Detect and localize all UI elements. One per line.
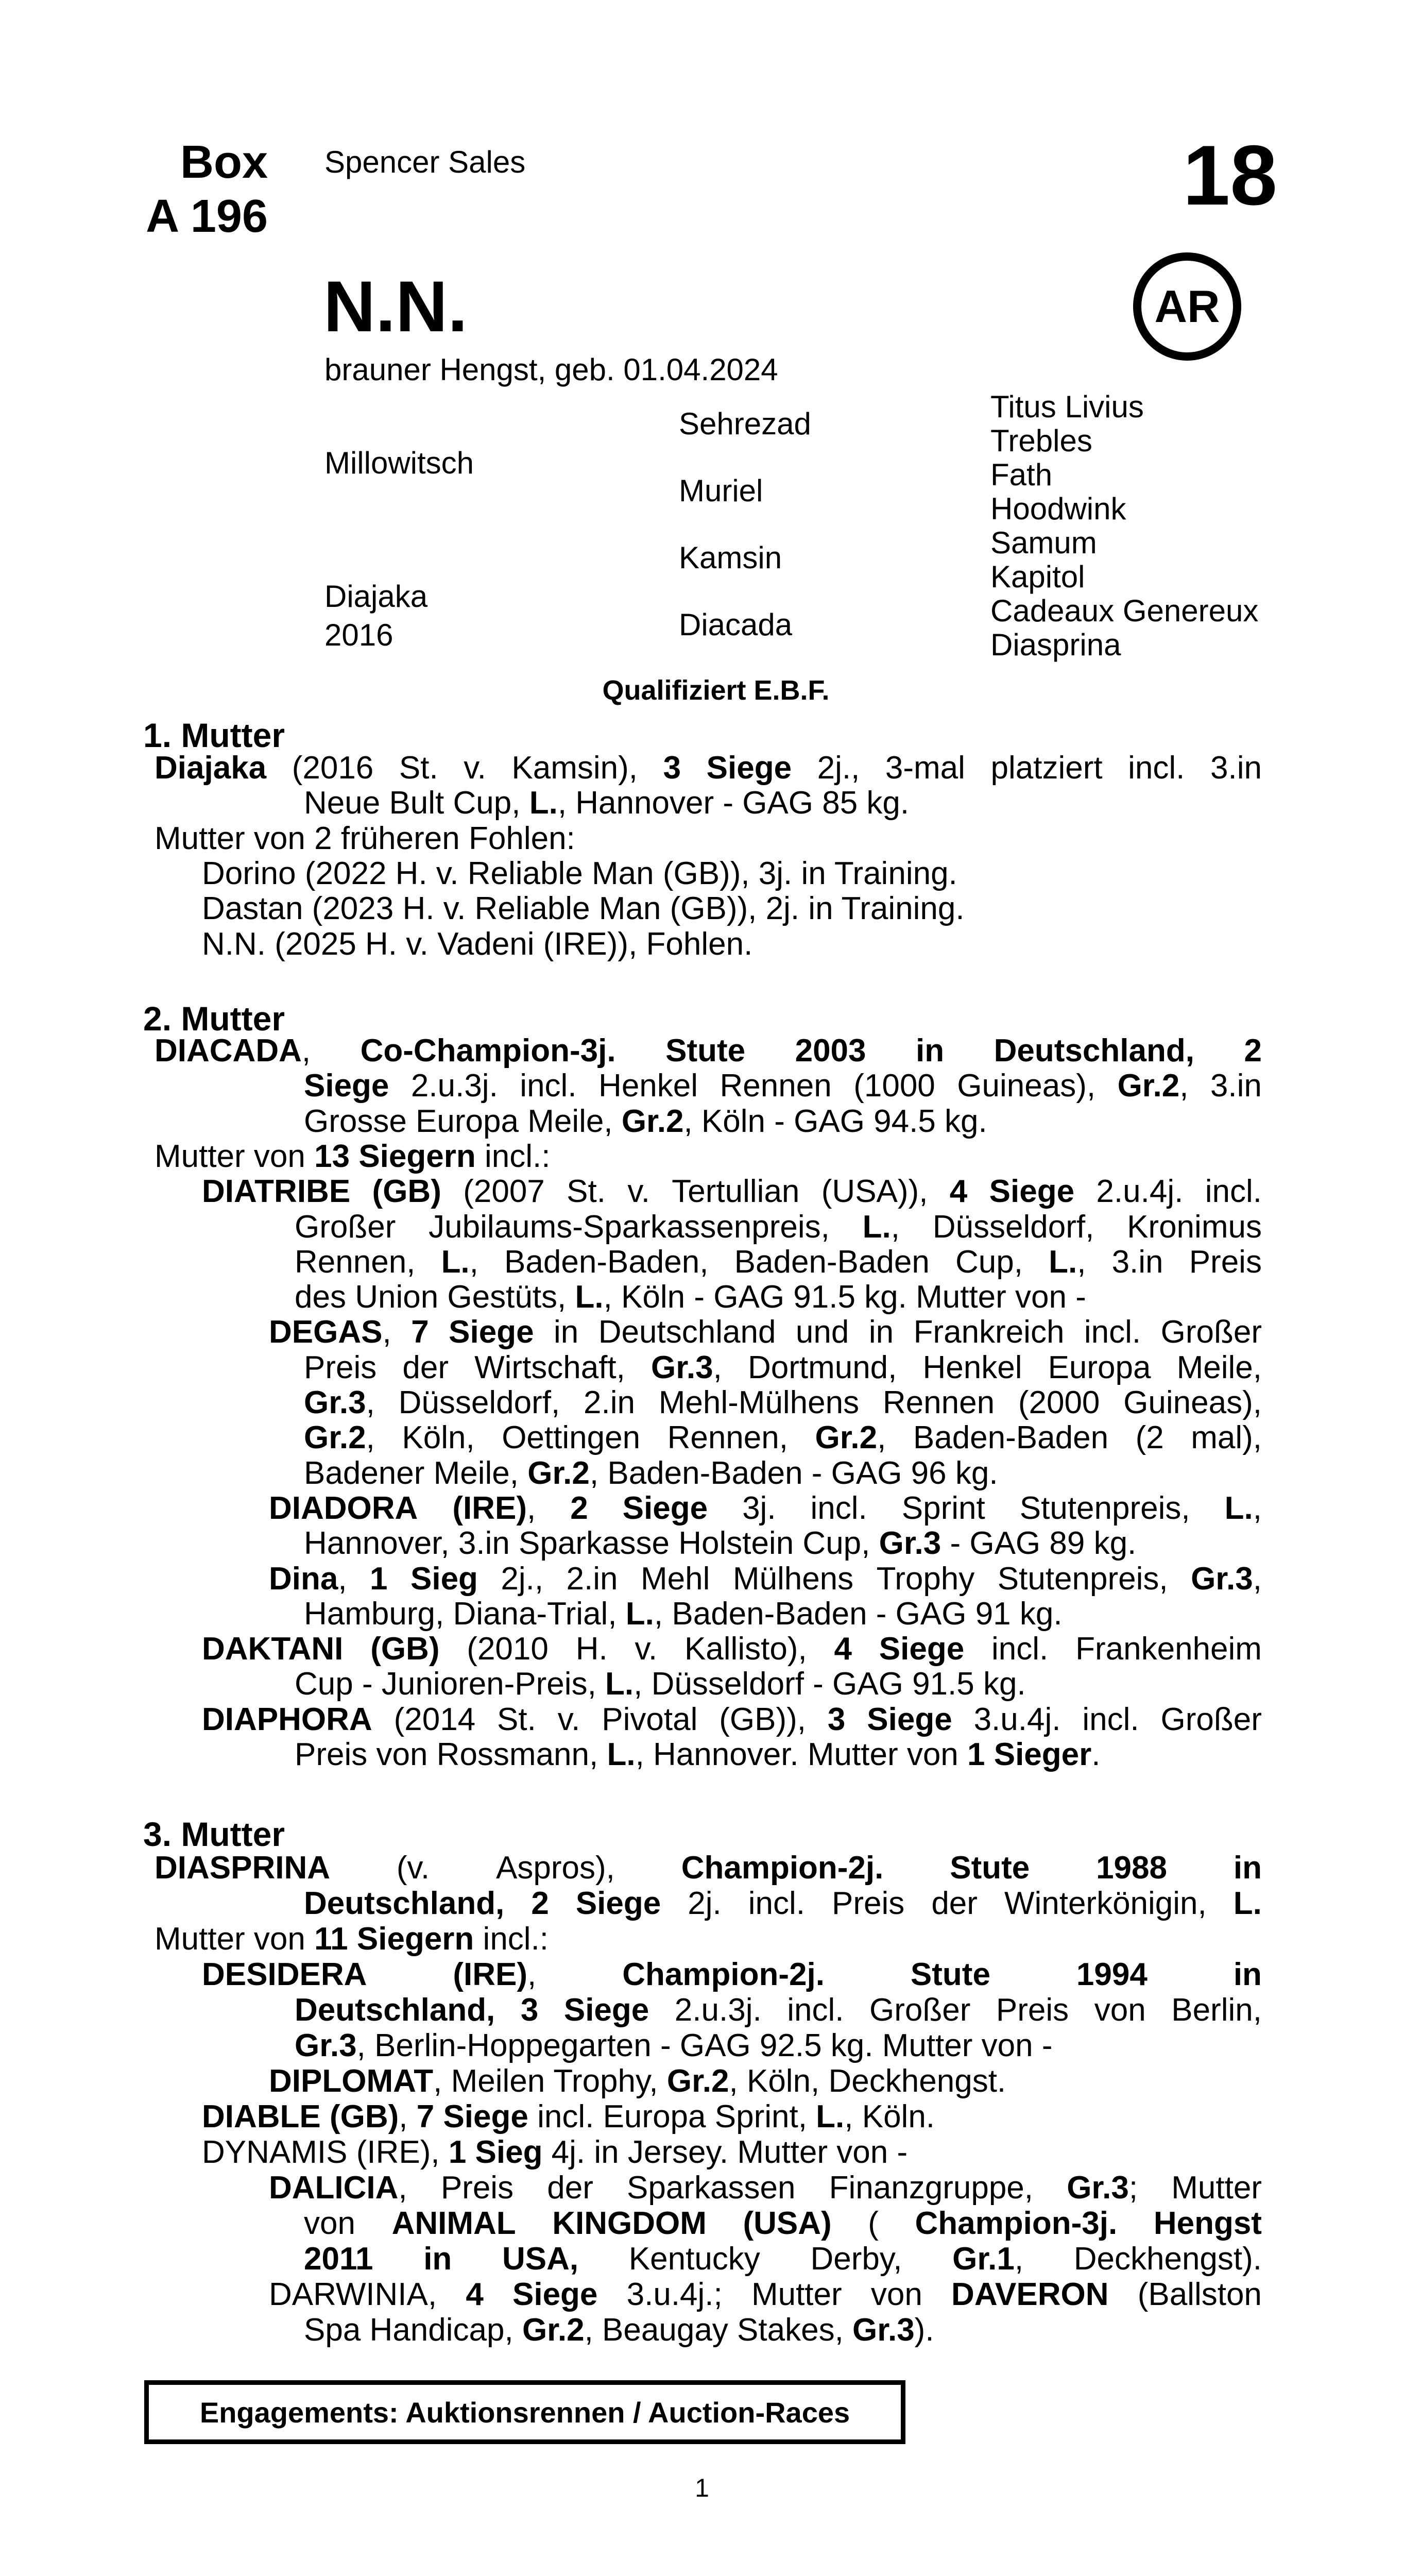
pedigree-text-line: Dorino (2022 H. v. Reliable Man (GB)), 3j. in Training. — [202, 855, 957, 891]
pedigree-text-line: DYNAMIS (IRE), 1 Sieg 4j. in Jersey. Mutter von - — [202, 2134, 908, 2170]
pedigree-text-line: Neue Bult Cup, L., Hannover - GAG 85 kg. — [304, 785, 910, 821]
pedigree-text-line: N.N. (2025 H. v. Vadeni (IRE)), Fohlen. — [202, 926, 753, 962]
pedigree-grandparent: Diacada — [679, 607, 793, 642]
pedigree-text-line: Grosse Europa Meile, Gr.2, Köln - GAG 94.5 kg. — [304, 1103, 987, 1139]
pedigree-text-line: Deutschland, 3 Siege 2.u.3j. incl. Großer Preis von Berlin, — [295, 1992, 1262, 2028]
pedigree-text-line: DALICIA, Preis der Sparkassen Finanzgruppe, Gr.3; Mutter — [269, 2170, 1262, 2206]
pedigree-great-grandparent: Fath — [990, 457, 1053, 492]
pedigree-text-line: Diajaka (2016 St. v. Kamsin), 3 Siege 2j., 3-mal platziert incl. 3.in — [155, 750, 1262, 786]
pedigree-text-line: Gr.3, Düsseldorf, 2.in Mehl-Mülhens Rennen (2000 Guineas), — [304, 1385, 1262, 1420]
box-number: A 196 — [146, 191, 268, 242]
section-title: 3. Mutter — [143, 1815, 285, 1853]
pedigree-text-line: Badener Meile, Gr.2, Baden-Baden - GAG 96 kg. — [304, 1455, 998, 1491]
pedigree-text-line: Spa Handicap, Gr.2, Beaugay Stakes, Gr.3). — [304, 2312, 934, 2348]
pedigree-text-line: 2011 in USA, Kentucky Derby, Gr.1, Deckhengst). — [304, 2241, 1262, 2277]
pedigree-text-line: Dina, 1 Sieg 2j., 2.in Mehl Mülhens Trophy Stutenpreis, Gr.3, — [269, 1561, 1262, 1597]
pedigree-text-line: DEGAS, 7 Siege in Deutschland und in Frankreich incl. Großer — [269, 1314, 1262, 1350]
pedigree-sire: Millowitsch — [324, 446, 474, 480]
pedigree-text-line: des Union Gestüts, L., Köln - GAG 91.5 kg. Mutter von - — [295, 1279, 1086, 1315]
pedigree-great-grandparent: Hoodwink — [990, 492, 1126, 526]
sale-name: Spencer Sales — [324, 145, 526, 179]
pedigree-great-grandparent: Samum — [990, 526, 1097, 560]
page-number: 1 — [695, 2473, 709, 2502]
pedigree-text-line: DESIDERA (IRE), Champion-2j. Stute 1994 in — [202, 1957, 1262, 1992]
pedigree-dam: Diajaka — [324, 579, 428, 614]
pedigree-text-line: DARWINIA, 4 Siege 3.u.4j.; Mutter von DAVERON (Ballston — [269, 2277, 1262, 2312]
pedigree-text-line: Gr.3, Berlin-Hoppegarten - GAG 92.5 kg. Mutter von - — [295, 2028, 1053, 2063]
pedigree-text-line: DIAPHORA (2014 St. v. Pivotal (GB)), 3 Siege 3.u.4j. incl. Großer — [202, 1701, 1262, 1737]
section-title: 1. Mutter — [143, 716, 285, 754]
pedigree-text-line: Preis von Rossmann, L., Hannover. Mutter von 1 Sieger. — [295, 1737, 1101, 1772]
pedigree-text-line: Rennen, L., Baden-Baden, Baden-Baden Cup, L., 3.in Preis — [295, 1244, 1262, 1280]
pedigree-great-grandparent: Diasprina — [990, 628, 1121, 662]
pedigree-text-line: Preis der Wirtschaft, Gr.3, Dortmund, Henkel Europa Meile, — [304, 1349, 1262, 1385]
pedigree-great-grandparent: Trebles — [990, 423, 1092, 458]
pedigree-text-line: DIASPRINA (v. Aspros), Champion-2j. Stute 1988 in — [155, 1850, 1262, 1886]
pedigree-text-line: Deutschland, 2 Siege 2j. incl. Preis der Winterkönigin, L. — [304, 1886, 1262, 1921]
lot-number: 18 — [1183, 128, 1277, 223]
pedigree-great-grandparent: Kapitol — [990, 560, 1085, 594]
pedigree-text-line: Hamburg, Diana-Trial, L., Baden-Baden - GAG 91 kg. — [304, 1596, 1063, 1632]
pedigree-text-line: Dastan (2023 H. v. Reliable Man (GB)), 2j. in Training. — [202, 891, 965, 927]
pedigree-text-line: Gr.2, Köln, Oettingen Rennen, Gr.2, Baden-Baden (2 mal), — [304, 1420, 1262, 1456]
pedigree-grandparent: Sehrezad — [679, 406, 811, 441]
pedigree-text-line: Siege 2.u.3j. incl. Henkel Rennen (1000 Guineas), Gr.2, 3.in — [304, 1068, 1262, 1104]
pedigree-text-line: DIPLOMAT, Meilen Trophy, Gr.2, Köln, Deckhengst. — [269, 2063, 1006, 2099]
horse-description: brauner Hengst, geb. 01.04.2024 — [324, 352, 778, 387]
pedigree-text-line: DAKTANI (GB) (2010 H. v. Kallisto), 4 Siege incl. Frankenheim — [202, 1631, 1262, 1667]
pedigree-text-line: Großer Jubilaums-Sparkassenpreis, L., Düsseldorf, Kronimus — [295, 1209, 1262, 1245]
engagements-box: Engagements: Auktionsrennen / Auction-Races — [144, 2380, 905, 2444]
qualification: Qualifiziert E.B.F. — [602, 675, 830, 706]
pedigree-grandparent: Kamsin — [679, 540, 782, 575]
section-title: 2. Mutter — [143, 999, 285, 1038]
pedigree-dam-year: 2016 — [324, 618, 393, 652]
pedigree-text-line: DIABLE (GB), 7 Siege incl. Europa Sprint, L., Köln. — [202, 2099, 935, 2134]
pedigree-great-grandparent: Titus Livius — [990, 389, 1144, 424]
pedigree-text-line: Mutter von 11 Siegern incl.: — [155, 1921, 549, 1957]
pedigree-text-line: DIATRIBE (GB) (2007 St. v. Tertullian (USA)), 4 Siege 2.u.4j. incl. — [202, 1174, 1262, 1210]
horse-name: N.N. — [323, 266, 468, 347]
box-label: Box — [180, 137, 268, 188]
ar-badge: AR — [1133, 252, 1241, 361]
pedigree-grandparent: Muriel — [679, 473, 763, 508]
pedigree-text-line: DIACADA, Co-Champion-3j. Stute 2003 in Deutschland, 2 — [155, 1033, 1262, 1069]
pedigree-text-line: DIADORA (IRE), 2 Siege 3j. incl. Sprint Stutenpreis, L., — [269, 1490, 1262, 1526]
pedigree-text-line: Mutter von 13 Siegern incl.: — [155, 1138, 551, 1174]
pedigree-text-line: Mutter von 2 früheren Fohlen: — [155, 820, 575, 856]
pedigree-text-line: Cup - Junioren-Preis, L., Düsseldorf - GAG 91.5 kg. — [295, 1666, 1026, 1702]
pedigree-great-grandparent: Cadeaux Genereux — [990, 594, 1259, 628]
pedigree-text-line: von ANIMAL KINGDOM (USA) ( Champion-3j. Hengst — [304, 2206, 1262, 2241]
pedigree-text-line: Hannover, 3.in Sparkasse Holstein Cup, Gr.3 - GAG 89 kg. — [304, 1526, 1137, 1562]
